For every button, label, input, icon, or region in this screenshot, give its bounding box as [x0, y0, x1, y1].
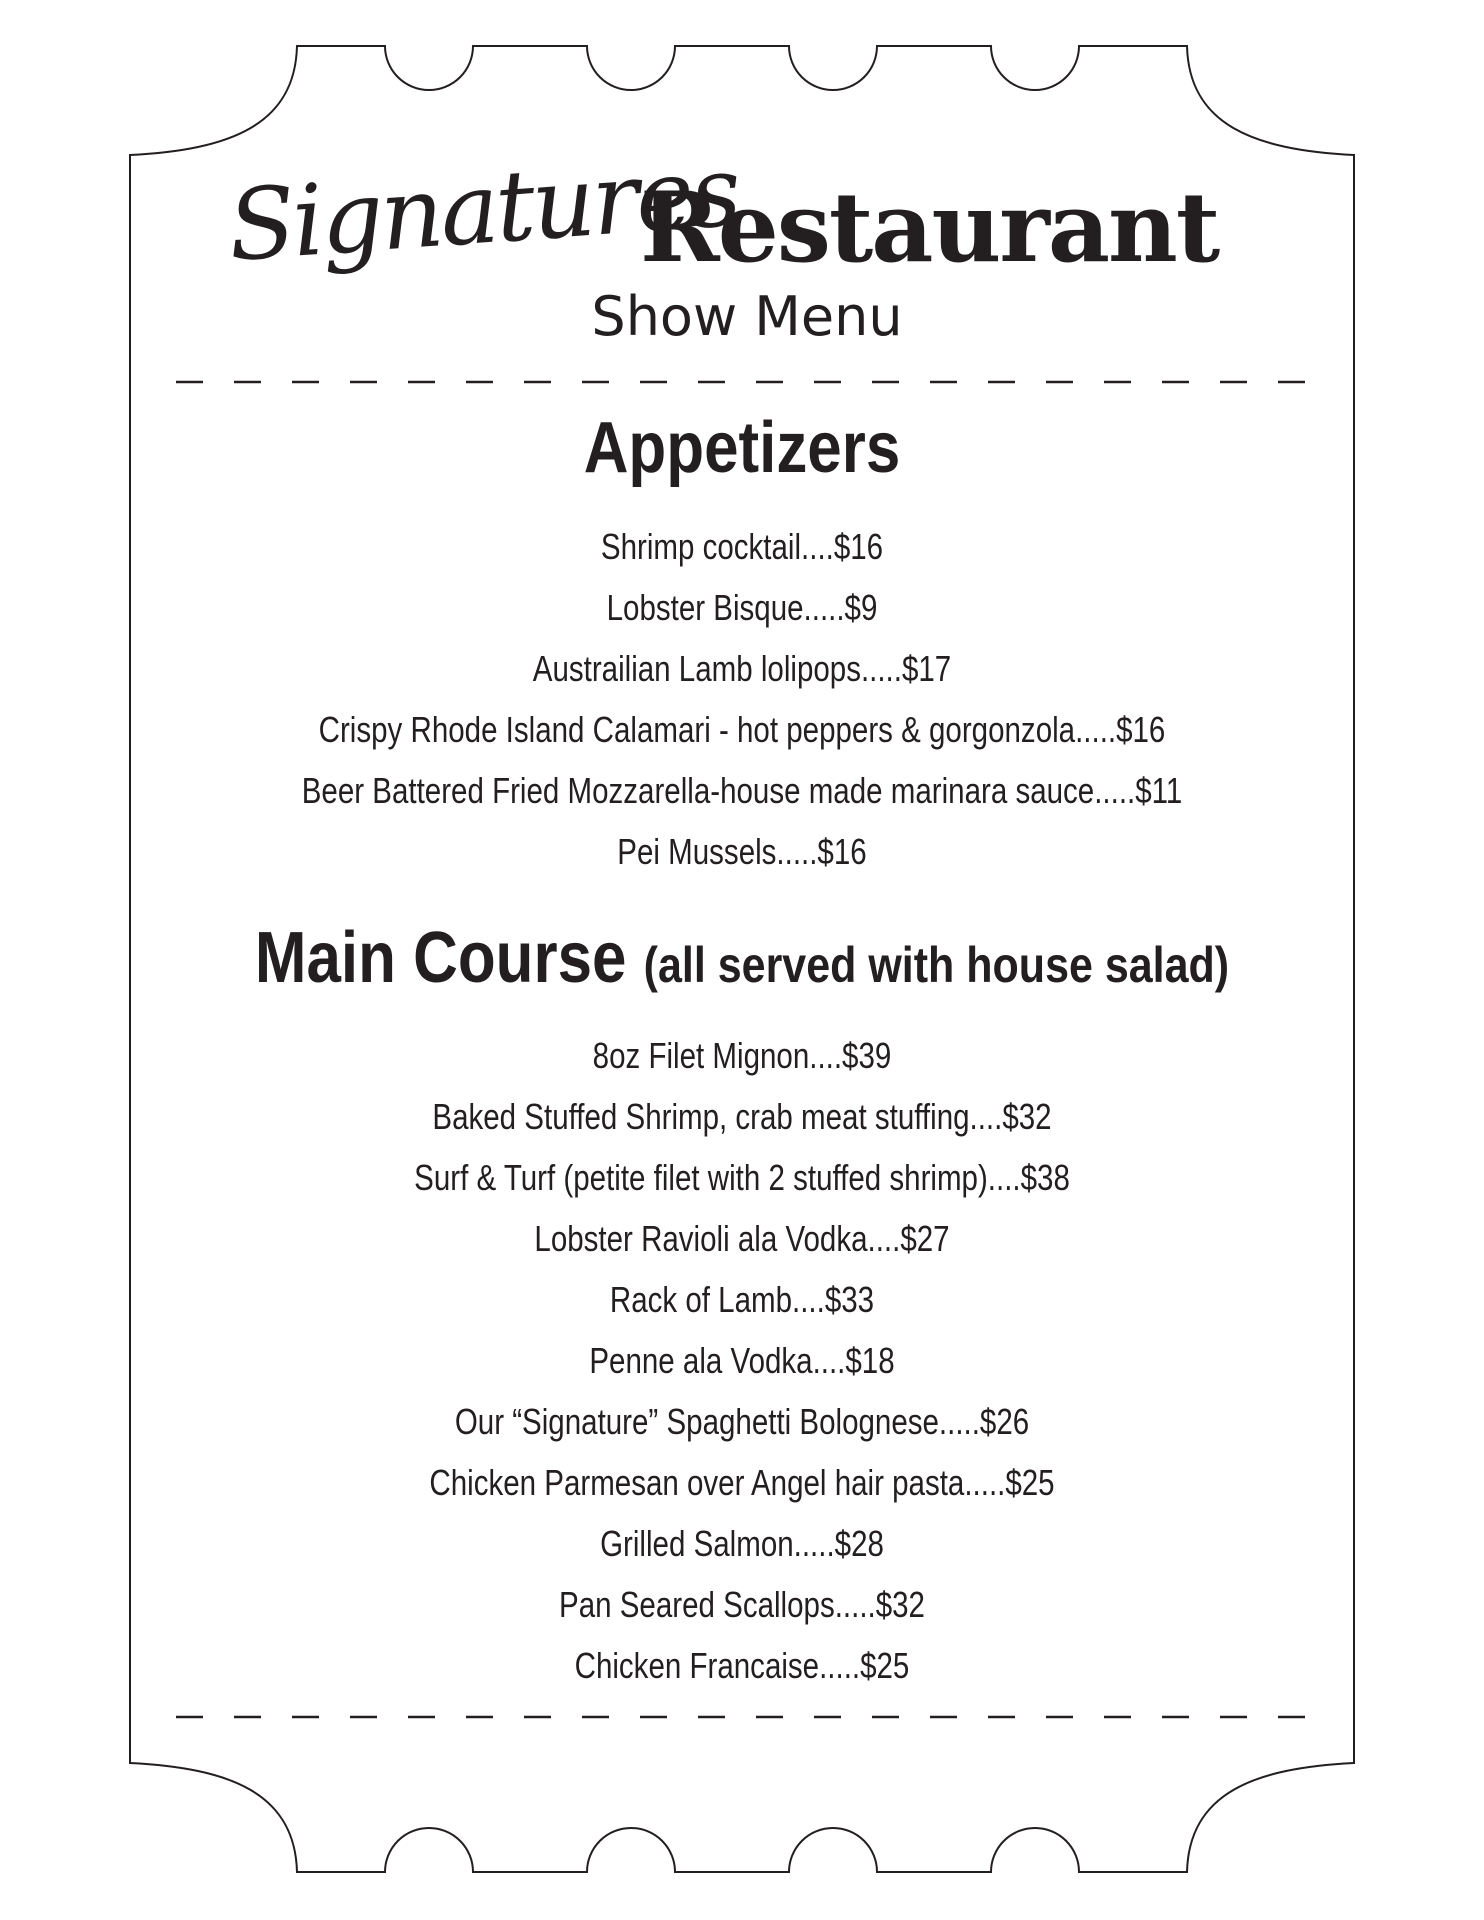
menu-item: Rack of Lamb....$33	[609, 1279, 875, 1320]
appetizers-list	[0, 516, 1484, 882]
menu-item: Austrailian Lamb lolipops.....$17	[532, 648, 952, 689]
appetizers-heading	[104, 408, 1380, 488]
menu-item: Crispy Rhode Island Calamari - hot peppers & gorgonzola.....$16	[318, 709, 1166, 750]
brand-script-name: Signatures	[224, 134, 742, 284]
menu-item: Lobster Bisque.....$9	[606, 587, 878, 628]
menu-item: Penne ala Vodka....$18	[589, 1340, 895, 1381]
menu-item: Our “Signature” Spaghetti Bolognese.....$26	[454, 1401, 1030, 1442]
menu-item: Beer Battered Fried Mozzarella-house made marinara sauce.....$11	[301, 770, 1183, 811]
brand-bold-name: Restaurant	[640, 171, 1219, 284]
main-course-title: Main Course	[254, 918, 627, 998]
menu-item: Lobster Ravioli ala Vodka....$27	[534, 1218, 950, 1259]
appetizers-title: Appetizers	[583, 408, 901, 488]
main-course-note: (all served with house salad)	[643, 937, 1230, 993]
menu-header	[0, 134, 1484, 360]
menu-item: Pei Mussels.....$16	[617, 831, 867, 872]
main-course-list	[0, 1025, 1484, 1696]
menu-item: 8oz Filet Mignon....$39	[592, 1035, 892, 1076]
menu-subtitle: Show Menu	[591, 285, 903, 348]
menu-item: Pan Seared Scallops.....$32	[559, 1584, 925, 1625]
menu-item: Chicken Francaise.....$25	[574, 1645, 910, 1686]
menu-item: Shrimp cocktail....$16	[600, 526, 884, 567]
main-course-heading	[104, 918, 1380, 998]
menu-item: Baked Stuffed Shrimp, crab meat stuffing....$32	[432, 1096, 1052, 1137]
menu-item: Surf & Turf (petite filet with 2 stuffed shrimp)....$38	[414, 1157, 1070, 1198]
menu-item: Chicken Parmesan over Angel hair pasta.....$25	[429, 1462, 1055, 1503]
menu-item: Grilled Salmon.....$28	[600, 1523, 884, 1564]
